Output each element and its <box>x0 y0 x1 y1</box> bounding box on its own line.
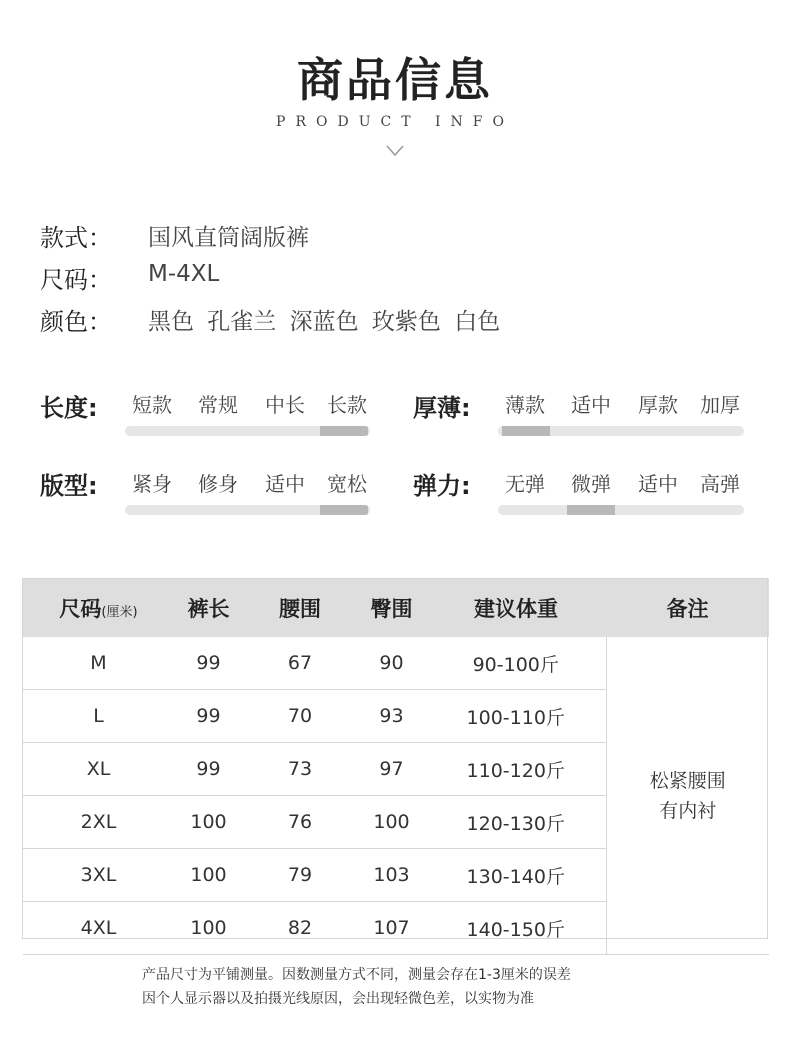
length-option: 长款 <box>327 393 367 417</box>
cell-length: 99 <box>175 690 243 743</box>
col-header-hip: 臀围 <box>358 579 426 637</box>
thickness-label: 厚薄: <box>413 394 471 422</box>
elasticity-scale-marker <box>567 505 615 515</box>
chevron-down-icon <box>385 142 405 158</box>
cell-weight: 90-100斤 <box>426 637 607 690</box>
col-header-weight: 建议体重 <box>426 579 607 637</box>
elasticity-label: 弹力: <box>413 472 471 500</box>
table-header-row <box>23 579 769 637</box>
elasticity-option: 高弹 <box>700 472 740 496</box>
fit-option: 适中 <box>265 472 305 496</box>
length-scale-bar <box>125 426 370 436</box>
cell-hip: 100 <box>358 796 426 849</box>
thickness-option: 厚款 <box>638 393 678 417</box>
cell-size: 2XL <box>23 796 175 849</box>
thickness-option: 加厚 <box>700 393 740 417</box>
cell-waist: 73 <box>243 743 358 796</box>
note-line: 松紧腰围 <box>649 769 726 792</box>
cell-waist: 82 <box>243 902 358 955</box>
col-header-waist: 腰围 <box>243 579 358 637</box>
col-header-note: 备注 <box>607 579 769 637</box>
fit-label: 版型: <box>40 472 98 500</box>
cell-size: 4XL <box>23 902 175 955</box>
size-table <box>22 578 769 955</box>
color-value: 黑色 孔雀兰 深蓝色 玫紫色 白色 <box>148 309 501 335</box>
fit-option: 紧身 <box>132 472 172 496</box>
cell-waist: 70 <box>243 690 358 743</box>
cell-length: 100 <box>175 796 243 849</box>
cell-size: XL <box>23 743 175 796</box>
cell-hip: 97 <box>358 743 426 796</box>
thickness-scale-marker <box>502 426 550 436</box>
cell-hip: 93 <box>358 690 426 743</box>
cell-weight: 100-110斤 <box>426 690 607 743</box>
cell-note <box>607 637 769 955</box>
size-label: 尺码： <box>40 266 112 294</box>
cell-hip: 90 <box>358 637 426 690</box>
style-value: 国风直筒阔版裤 <box>148 225 309 251</box>
page-title: 商品信息 <box>297 53 493 107</box>
length-option: 中长 <box>265 393 305 417</box>
cell-hip: 103 <box>358 849 426 902</box>
note-line: 有内衬 <box>659 799 717 822</box>
cell-waist: 76 <box>243 796 358 849</box>
thickness-option: 薄款 <box>505 393 545 417</box>
footnote-color: 因个人显示器以及拍摄光线原因，会出现轻微色差，以实物为准 <box>142 991 534 1007</box>
cell-size: M <box>23 637 175 690</box>
thickness-option: 适中 <box>571 393 611 417</box>
fit-scale-marker <box>320 505 368 515</box>
cell-weight: 120-130斤 <box>426 796 607 849</box>
page-subtitle: PRODUCT INFO <box>276 114 514 130</box>
size-value: M-4XL <box>148 261 220 287</box>
length-label: 长度: <box>40 394 98 422</box>
color-label: 颜色： <box>40 308 112 336</box>
fit-option: 宽松 <box>327 472 367 496</box>
cell-weight: 130-140斤 <box>426 849 607 902</box>
cell-hip: 107 <box>358 902 426 955</box>
footnote-measurement: 产品尺寸为平铺测量。因数测量方式不同，测量会存在1-3厘米的误差 <box>142 967 571 983</box>
cell-length: 99 <box>175 743 243 796</box>
length-option: 短款 <box>132 393 172 417</box>
cell-weight: 110-120斤 <box>426 743 607 796</box>
thickness-scale-bar <box>498 426 744 436</box>
cell-size: 3XL <box>23 849 175 902</box>
style-label: 款式： <box>40 224 112 252</box>
cell-length: 100 <box>175 849 243 902</box>
fit-option: 修身 <box>198 472 238 496</box>
length-option: 常规 <box>198 393 238 417</box>
elasticity-option: 适中 <box>638 472 678 496</box>
cell-waist: 67 <box>243 637 358 690</box>
cell-weight: 140-150斤 <box>426 902 607 955</box>
length-scale-marker <box>320 426 368 436</box>
cell-length: 100 <box>175 902 243 955</box>
elasticity-option: 微弹 <box>571 472 611 496</box>
cell-size: L <box>23 690 175 743</box>
col-header-size: 尺码(厘米) <box>23 579 175 637</box>
cell-length: 99 <box>175 637 243 690</box>
cell-waist: 79 <box>243 849 358 902</box>
fit-scale-bar <box>125 505 370 515</box>
col-header-length: 裤长 <box>175 579 243 637</box>
elasticity-scale-bar <box>498 505 744 515</box>
table-row <box>23 637 769 690</box>
elasticity-option: 无弹 <box>505 472 545 496</box>
